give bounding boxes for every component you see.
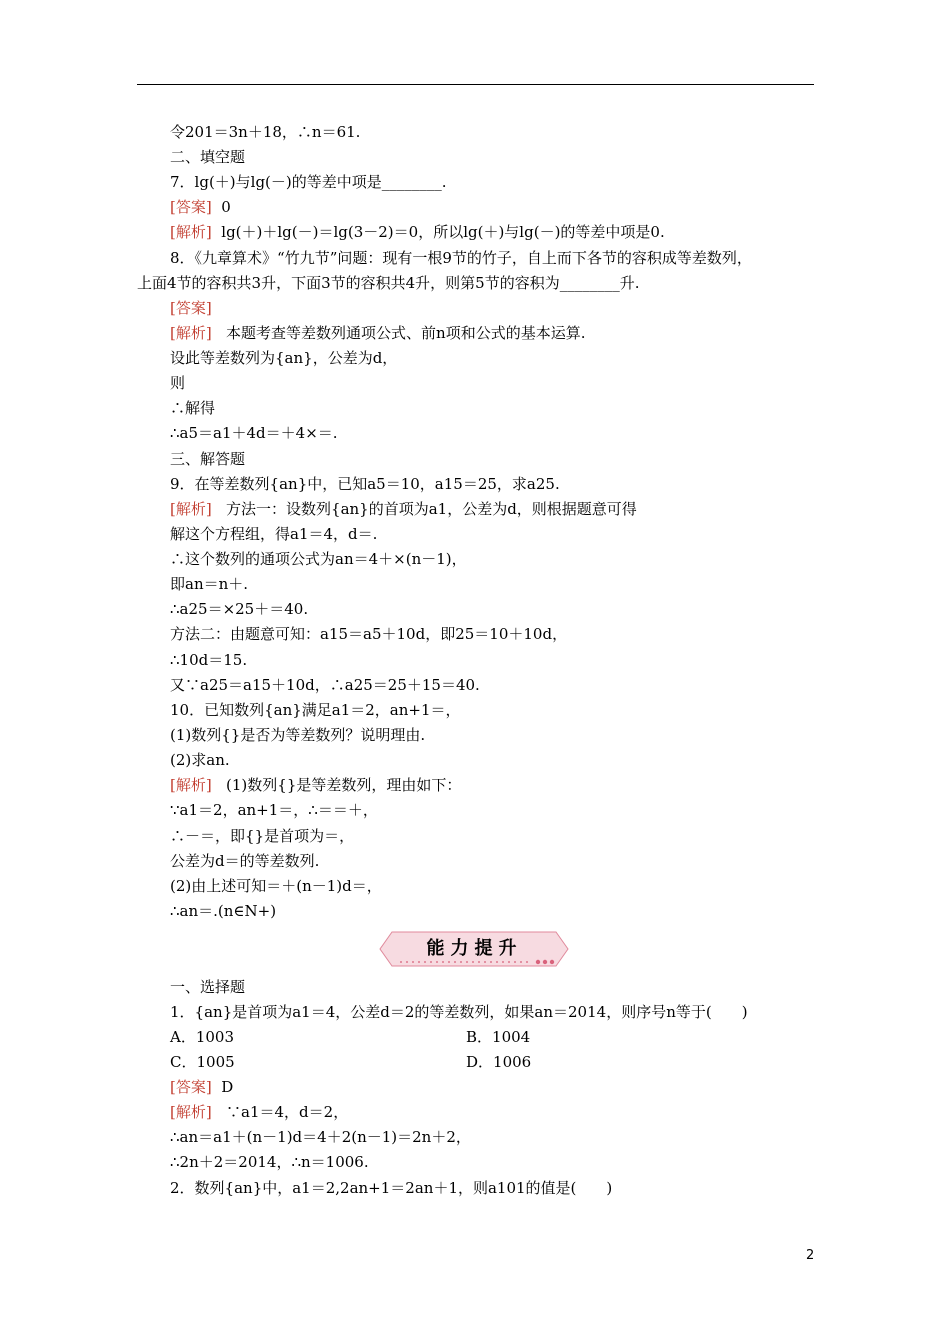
answer-tag: [答案] [170, 1078, 212, 1096]
text-line: 设此等差数列为{an}，公差为d， [170, 349, 398, 367]
text-line: 又∵a25＝a15＋10d，∴a25＝25＋15＝40. [170, 676, 480, 694]
text-line: 即an＝n＋. [170, 575, 249, 593]
text-line: ∵a1＝2，an+1＝，∴＝＝＋， [170, 801, 378, 819]
answer-tag: [答案] [170, 299, 212, 317]
page-number: 2 [806, 1248, 815, 1263]
question-2: 2．数列{an}中，a1＝2,2an+1＝2an＋1，则a101的值是( ) [170, 1179, 613, 1197]
analysis-text: 方法一：设数列{an}的首项为a1，公差为d，则根据题意可得 [226, 500, 637, 518]
analysis-tag: [解析] [170, 776, 212, 794]
question-10: 10．已知数列{an}满足a1＝2，an+1＝， [170, 701, 461, 719]
analysis-line [170, 1102, 348, 1122]
text-line: (1)数列{}是否为等差数列？说明理由. [170, 726, 426, 744]
analysis-tag: [解析] [170, 223, 212, 241]
section-heading: 三、解答题 [170, 450, 246, 468]
text-line: 方法二：由题意可知：a15＝a5＋10d，即25＝10＋10d， [170, 625, 568, 643]
answer-tag: [答案] [170, 198, 212, 216]
text-line: (2)由上述可知＝＋(n－1)d＝， [170, 877, 382, 895]
section-banner [378, 928, 571, 970]
analysis-text: (1)数列{}是等差数列，理由如下： [226, 776, 462, 794]
text-line: ∴a5＝a1＋4d＝＋4×＝. [170, 424, 338, 442]
text-line: ∴10d＝15. [170, 651, 248, 669]
question-8-cont: 上面4节的容积共3升，下面3节的容积共4升，则第5节的容积为________升. [137, 274, 640, 292]
answer-line [170, 298, 212, 318]
option-d: D．1006 [466, 1053, 532, 1071]
section-heading: 一、选择题 [170, 978, 246, 996]
analysis-text: lg(＋)＋lg(－)＝lg(3－2)＝0，所以lg(＋)与lg(－)的等差中项是0. [221, 223, 665, 241]
text-line: ∴解得 [170, 399, 216, 417]
text-line: ∴an＝.(n∈N+) [170, 902, 277, 920]
analysis-tag: [解析] [170, 1103, 212, 1121]
answer-line [170, 1077, 233, 1097]
section-heading: 二、填空题 [170, 148, 246, 166]
question-1: 1．{an}是首项为a1＝4，公差d＝2的等差数列，如果an＝2014，则序号n等于( ) [170, 1003, 748, 1021]
text-line: ∴an＝a1＋(n－1)d＝4＋2(n－1)＝2n＋2， [170, 1128, 471, 1146]
analysis-line [170, 222, 665, 242]
option-a: A．1003 [170, 1028, 235, 1046]
analysis-line [170, 323, 585, 343]
text-line: ∴－＝，即{}是首项为＝， [170, 827, 355, 845]
question-8: 8．《九章算术》“竹九节”问题：现有一根9节的竹子，自上而下各节的容积成等差数列， [170, 249, 752, 267]
text-line: 则 [170, 374, 186, 392]
header-rule [137, 84, 814, 85]
answer-text: 0 [221, 198, 231, 216]
text-line: 解这个方程组，得a1＝4，d＝. [170, 525, 378, 543]
option-c: C．1005 [170, 1053, 235, 1071]
text-line: 令201＝3n＋18，∴n＝61. [170, 123, 361, 141]
question-9: 9．在等差数列{an}中，已知a5＝10，a15＝25，求a25. [170, 475, 560, 493]
text-line: (2)求an. [170, 751, 230, 769]
analysis-text: ∵a1＝4，d＝2， [226, 1103, 349, 1121]
analysis-tag: [解析] [170, 500, 212, 518]
option-b: B．1004 [466, 1028, 531, 1046]
analysis-text: 本题考查等差数列通项公式、前n项和公式的基本运算. [226, 324, 586, 342]
banner-title: 能力提升 [426, 938, 523, 959]
question-7: 7．lg(＋)与lg(－)的等差中项是________. [170, 173, 447, 191]
text-line: ∴这个数列的通项公式为an＝4＋×(n－1)， [170, 550, 467, 568]
text-line: ∴a25＝×25＋＝40. [170, 600, 309, 618]
answer-text: D [221, 1078, 234, 1096]
text-line: 公差为d＝的等差数列. [170, 852, 320, 870]
analysis-line [170, 775, 461, 795]
analysis-line [170, 499, 637, 519]
answer-line [170, 197, 231, 217]
text-line: ∴2n＋2＝2014，∴n＝1006. [170, 1153, 369, 1171]
analysis-tag: [解析] [170, 324, 212, 342]
